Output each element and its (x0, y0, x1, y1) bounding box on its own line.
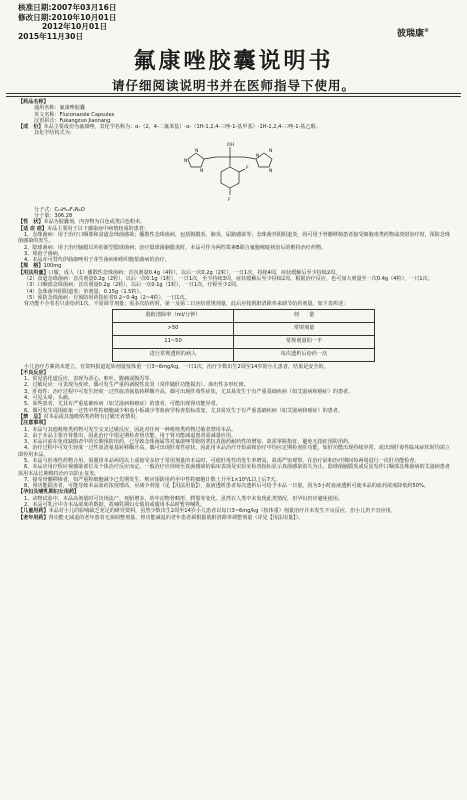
table-header-row (113, 309, 375, 322)
registered-mark: ® (424, 28, 429, 34)
dosage-item: （3）口咽部念珠菌病：首次剂量0.2g（2粒），以后一次0.1g（1粒），一日1次，疗程至少2周。 (24, 282, 242, 289)
table-row (113, 335, 375, 348)
svg-text:N: N (269, 148, 273, 154)
approval-date: 核准日期:2007年03月16日 (18, 3, 117, 12)
revision-date: 修改日期:2010年10月01日 (18, 12, 117, 22)
document-title: 氟康唑胶囊说明书 (133, 49, 334, 74)
svg-text:N: N (195, 148, 199, 154)
svg-text:OH: OH (227, 142, 235, 148)
svg-text:N: N (269, 168, 273, 174)
approval-dates (18, 3, 116, 41)
table-cell: 进行常规透析的病人 (113, 348, 234, 361)
composition-paragraph: 【成 份】本品主要成份为氟康唑，其化学名称为：α-（2，4-二氟苯基）-α-（1H-1,2,4-三唑-1-基甲基）-1H-1,2,4-三唑-1-基乙醇。 (18, 124, 321, 131)
indication-item: 4、本品亦可替代伊曲康唑用于芽生菌病和组织胞浆菌病的治疗。 (24, 257, 170, 264)
section-heading-pregnancy: 【孕妇及哺乳期妇女用药】 (18, 489, 80, 496)
chemical-structure-drawing (178, 139, 298, 207)
header-rule (6, 93, 461, 94)
svg-text:F: F (246, 165, 249, 171)
adverse-reaction-item: 3、肝毒性：治疗过程中可发生轻度一过性血清氨基转移酶升高，偶可出现肝毒性症状，尤其易发生于有严重基础疾病（如艾滋病和癌症）的患者。 (24, 388, 354, 395)
section-heading-precautions: 【注意事项】 (18, 420, 49, 427)
section-heading-dosage: 【用法用量】 (18, 269, 49, 276)
dosage-paragraph: 【用法用量】口服。成人（1）播散性念珠菌病：首次剂量0.4g（4粒），以后一次0.2g（2粒），一日1次，持续4周，症状缓解后至少持续2周。 (18, 269, 341, 276)
specification-paragraph: 【规 格】100mg (18, 263, 62, 270)
pregnancy-item: 2、本品可乳汁中含本品浓度的数据，故哺乳期妇女慎用或服用本品时暂停哺乳。 (24, 502, 206, 509)
precaution-item: 8、肾功能损害者，可能导致本品血药浓度增高，应减少剂量（见【用法用量】），血液透析患者每次透析后可给予本品一日量，因为3小时血液透析可使本品的血药浓度降低约50%。 (24, 483, 429, 490)
section-heading-geriatric: 【老年用药】 (18, 514, 49, 521)
precaution-item: 4、治疗过程中可发生轻度一过性血清氨基转移酶升高，偶可出现肝毒性症状，因此用本品治疗开始前和治疗中均应定期检查肝功能，如肝功能出现持续异常，或出现肝毒性临床症状时均需立即停用本品。 (18, 445, 451, 458)
table-cell: 常规剂量 (234, 322, 375, 335)
precaution-item: 3、本品目前在免疫缺陷者中的长期预防用药，已导致念珠菌属等对氟康唑等吡咯类抗真菌药耐药性的增加，故需掌握指征，避免无指征预防用药。 (24, 439, 354, 446)
brand-name: 彼瑞康® (396, 28, 429, 39)
indication-item: 1、念珠菌病：用于治疗口咽部和食道念珠菌感染；播散性念珠菌病，包括腹膜炎、肺炎、尿路感染等；念珠菌外阴阴道炎。尚可用于骨髓移植患者接受细胞毒类药物或放射治疗时，预防念珠菌感染的发生。 (18, 231, 451, 245)
dosage-item: （5）预防念珠菌病：有预防用药指征者0.2~0.4g（2~4粒），一日1次。 (24, 294, 190, 301)
revision-date: 2015年11月30日 (18, 31, 84, 41)
adverse-reaction-item: 2、过敏反应：可表现为皮疹，偶可发生严重的剥脱性皮炎（常伴随肝功能损害）、渗出性多形红斑。 (24, 382, 249, 389)
dosage-item: （4）念珠菌外阴阴道炎：单剂量，0.15g（1.5粒）。 (24, 288, 145, 295)
document-subtitle: 请仔细阅读说明书并在医师指导下使用。 (111, 78, 355, 93)
renal-dosage-table (112, 309, 375, 362)
leaflet-body (18, 99, 454, 521)
table-cell: 常规剂量的一半 (234, 335, 375, 348)
adverse-reaction-item: 5、某些患者，尤其有严重基础疾病（如艾滋病和癌症）的患者，可能出现肾功能异常。 (24, 401, 221, 408)
pediatric-dosage-note: 小儿治疗方案尚未建立，有资料报道起始剂量按体重一日3~6mg/kg，一日1次，治疗少数出生2周至14岁的小儿患者，结果是安全的。 (24, 363, 329, 370)
precaution-item: 1、本品与其他吡咯类药物可发生交叉过敏反应，因此对任何一种吡咯类药物过敏者禁用本品。 (24, 426, 237, 433)
table-cell: 11~50 (113, 335, 234, 348)
table-cell: >50 (113, 322, 234, 335)
molecular-formula: 分子式：C₁₃H₁₂F₂N₆O (34, 206, 85, 213)
svg-text:N: N (184, 158, 188, 164)
svg-text:F: F (228, 197, 231, 203)
section-heading-contraindications: 【禁 忌】 (18, 413, 44, 420)
pediatric-paragraph: 【儿童用药】本品对小儿的影响缺乏充足的研究资料，虽然少数出生2周至14岁小儿患者以每日3~6mg/kg（按体重）剂量治疗并未发生不良反应，但小儿仍不宜应用。 (18, 508, 396, 515)
chemical-structure (18, 139, 454, 207)
dosage-item: （2）食道念珠菌病：首次剂量0.2g（2粒），以后一次0.1g（1粒），一日1次，至少持续3周，症状缓解后至少持续2周。根据治疗反应，也可加大剂量至一次0.4g（4粒），一日1次。 (24, 276, 433, 283)
description-paragraph: 【性 状】本品为胶囊剂，内容物为白色或类白色粉末。 (18, 219, 146, 226)
table-header-cell: 肌酐清除率（ml/分钟） (113, 309, 234, 322)
english-name: 英文名称：Fluconazole Capsules (34, 111, 115, 118)
table-header-cell: 剂 量 (234, 309, 375, 322)
renal-dosage-note: 肾功能不全者若只需给药1次，不需调节剂量；需多次给药时，第一及第二日应给常规剂量，此后应按肌酐清除率来调节给药剂量。如下表所述： (24, 301, 349, 308)
table-cell: 每次透析后给药一次 (234, 348, 375, 361)
indications-intro: 【适 应 症】本品主要用于以下感染症中病情较重的患者： (18, 225, 149, 232)
precaution-item: 5、本品与肝毒性药物合用、需服用本品两周以上或接受多倍于常用剂量的本品时，可使肝毒性的发生率增高，故需严密观察，在治疗前和治疗期间每两周进行一次肝功能检查。 (24, 457, 420, 464)
precaution-item: 2、由于本品主要自肾排出，因此治疗中需定期检查肾功能，用于肾功能减退患者需减量应用。 (24, 432, 237, 439)
section-heading-description: 【性 状】 (18, 219, 44, 226)
indication-item: 2、隐球菌病：用于治疗脑膜以外的新型隐球菌病；治疗隐球菌脑膜炎时，本品可作为两性霉素B联合氟胞嘧啶初治后的维持治疗药物。 (24, 244, 327, 251)
section-heading-drug-name: 【药品名称】 (18, 99, 49, 105)
generic-name: 通用名称：氟康唑胶囊 (34, 105, 85, 112)
section-heading-indications: 【适 应 症】 (18, 225, 48, 232)
table-row (113, 348, 375, 361)
adverse-reaction-item: 6、偶可发生周围血象一过性中性粒细胞减少和血小板减少等血液学检查指标改变，尤其易发生于有严重基础疾病（如艾滋病和癌症）的患者。 (24, 407, 344, 414)
contraindications-paragraph: 【禁 忌】对本品或其他吡咯类药物有过敏史者禁用。 (18, 413, 141, 420)
indication-item: 3、球孢子菌病。 (24, 250, 63, 257)
geriatric-paragraph: 【老年用药】肾功能无减退的老年患者无须调整剂量、肾功能减退的老年患者须根据肌酐清除率调整剂量（详见【用法用量】）。 (18, 514, 304, 521)
structure-label: 其化学结构式为： (34, 130, 75, 137)
pinyin-name: 汉语拼音：Fukangzuo Jiaonang (34, 117, 111, 124)
precaution-item: 7、接受骨髓移植者，如严重粒细胞减少已先期发生，则应预防用药至中性粒细胞计数上升至1×10⁹/L以上后7天。 (24, 476, 281, 483)
adverse-reaction-item: 1、常见消化道反应，表现为恶心、呕吐、腹痛或腹泻等。 (24, 376, 155, 383)
svg-text:N: N (256, 153, 260, 159)
adverse-reaction-item: 4、可见头晕、头痛。 (24, 395, 74, 402)
section-heading-composition: 【成 份】 (18, 124, 44, 131)
table-row (113, 322, 375, 335)
section-heading-specification: 【规 格】 (18, 263, 44, 270)
svg-text:N: N (200, 168, 204, 174)
pregnancy-item: 1、动物试验中，本品高剂量时可出现流产、死胎增多、幼年动物骨畸形、腭裂等变化。虽然在人类中未发现此类情况，但孕妇仍应避免使用。 (24, 495, 344, 502)
revision-date: 2012年10月01日 (42, 22, 108, 32)
header-rule (6, 96, 461, 97)
section-heading-pediatric: 【儿童用药】 (18, 508, 49, 515)
precaution-item: 6、本品应用疗程应视感染部位及个体治疗反应而定。一般治疗应持续至真菌感染的临床表现及实验室检查指标显示真菌感染消失为止。隐球菌脑膜炎或反复发作口咽部念珠菌病的艾滋病患者需用本品长期维持治疗以防止复发。 (18, 464, 451, 477)
section-heading-adverse-reactions: 【不良反应】 (18, 369, 49, 376)
molecular-weight: 分子量：306.28 (34, 213, 73, 220)
